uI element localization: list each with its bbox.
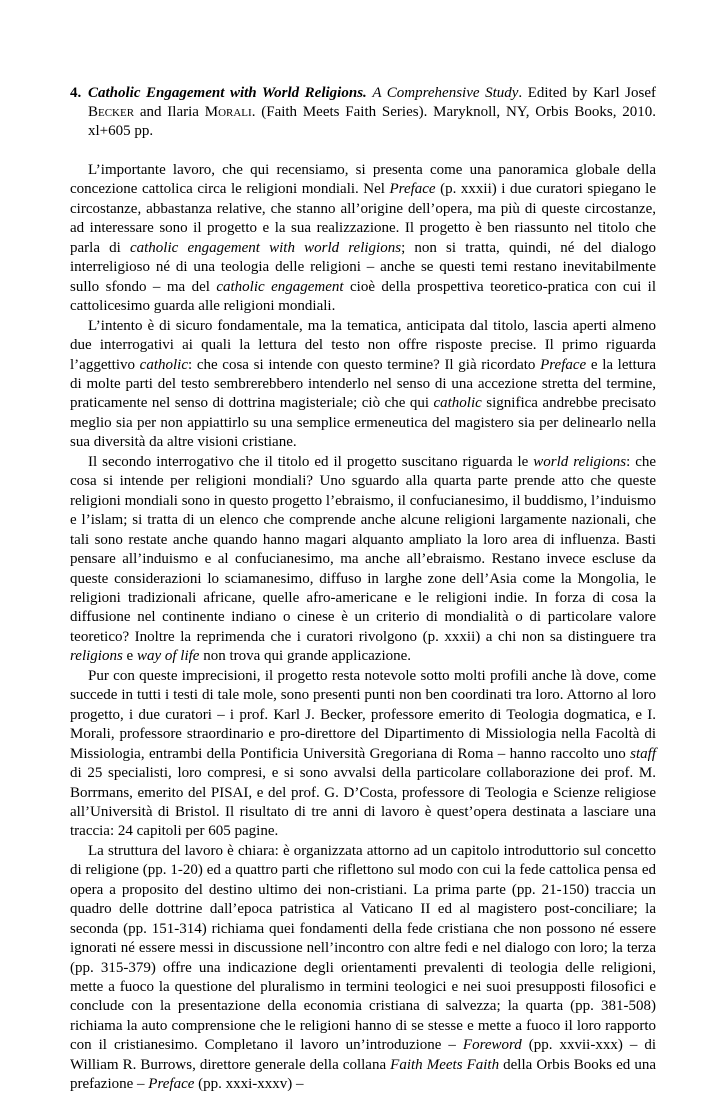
publication-info: . (Faith Meets Faith Series). Maryknoll, NY, Orbis Books, 2010. xl+605 pp. bbox=[88, 104, 656, 139]
body-paragraph bbox=[70, 667, 656, 842]
editor-surname-morali: Morali bbox=[204, 104, 252, 120]
text-run: e la lettura di molte parti del testo sembrerebbero intenderlo nel senso di una accezione stretta del termine, praticamente nel senso di dottrina magisteriale; ciò che qui bbox=[70, 356, 656, 412]
text-run: Il secondo interrogativo che il titolo ed il progetto suscitano riguarda le bbox=[88, 453, 534, 470]
body-paragraph bbox=[70, 453, 656, 667]
text-run: : che cosa si intende per religioni mondiali? Uno sguardo alla quarta parte prende atto che queste religioni mondiali sono in questo progetto l’ebraismo, il confucianesimo, il buddismo, l’induismo e l’islam; si tratta di un elenco che comprende anche alcune religioni largamente nazionali, che tali sono restate anche quando hanno magari alquanto ampliato la loro area di influenza. Basti pensare all’induismo e al confucianesimo, ma anche all’ebraismo. Restano invece escluse da queste considerazioni lo sciamanesimo, diffuso in larghe zone dell’Asia come la Mongolia, le religioni tradizionali africane, quelle afro-americane e le religioni indie. In forza di cosa la diffusione nel continente indiano o cinese è un criterio di mondialità o di particolare valore teoretico? Inoltre la reprimenda che i curatori rivolgono (p. xxxii) a chi non sa distinguere tra bbox=[70, 453, 657, 645]
bibliographic-entry bbox=[70, 84, 656, 141]
italic-term: Preface bbox=[540, 356, 587, 373]
italic-term: Preface bbox=[148, 1076, 195, 1093]
italic-term: catholic engagement with world religions bbox=[129, 239, 402, 256]
and-text: and Ilaria bbox=[134, 104, 205, 120]
italic-term: catholic bbox=[139, 356, 188, 373]
text-run: della Orbis Books ed una prefazione – bbox=[70, 1056, 657, 1093]
text-run: significa andrebbe precisato meglio sia per non appiattirlo su una semplice ermeneutica del magistero sia per delinearlo nella sua diversità da altre visioni cristiane. bbox=[70, 395, 656, 451]
text-run: : che cosa si intende con questo termine? Il già ricordato bbox=[187, 356, 541, 373]
body-paragraph bbox=[70, 161, 656, 317]
entry-citation bbox=[88, 84, 656, 141]
text-run: non trova qui grande applicazione. bbox=[199, 648, 412, 665]
italic-term: way of life bbox=[136, 648, 200, 665]
text-run: (pp. xxvii-xxx) – di William R. Burrows, direttore generale della collana bbox=[70, 1037, 656, 1073]
text-run: La struttura del lavoro è chiara: è organizzata attorno ad un capitolo introduttorio sul concetto di religione (pp. 1-20) ed a quattro parti che riflettono sul modo con cui la fede cattolica pensa ed opera a proposito del destino ultimo dei non-cristiani. La prima parte (pp. 21-150) traccia un quadro delle dottrine dall’epoca patristica al Vaticano II ed al magistero post-conciliare; la seconda (pp. 151-314) richiama quei fondamenti della fede cristiana che non possono né essere ignorati né essere messi in discussione nell’incontro con altre fedi e nel dialogo con loro; la terza (pp. 315-379) offre una indicazione degli orientamenti prevalenti di teologia delle religioni, mette a fuoco la questione del pluralismo in termini teologici e nei suoi presupposti filosofici e conclude con la presentazione della economia cristiana di salvezza; la quarta (pp. 381-508) richiama la auto comprensione che le religioni hanno di se stesse e mette a fuoco il loro rapporto con il cristianesimo. Completano il lavoro un’introduzione – bbox=[70, 842, 656, 1054]
review-body bbox=[70, 161, 656, 1095]
italic-term: Preface bbox=[389, 181, 436, 198]
italic-term: Foreword bbox=[462, 1037, 522, 1054]
italic-term: world religions bbox=[533, 453, 627, 470]
text-run: L’intento è di sicuro fondamentale, ma la tematica, anticipata dal titolo, lascia aperti almeno due interrogativi ai quali la lettura del testo non offre risposte precise. Il primo riguarda l’aggettivo bbox=[70, 317, 656, 373]
text-run: ; non si tratta, quindi, né del dialogo interreligioso né di una teologia delle religioni – anche se questi temi restano inevitabilmente sullo sfondo – ma del bbox=[70, 239, 657, 295]
book-title: Catholic Engagement with World Religions. bbox=[88, 85, 367, 101]
editor-surname-becker: Becker bbox=[88, 104, 135, 120]
book-subtitle: A Comprehensive Study bbox=[372, 85, 519, 101]
text-run: e bbox=[122, 648, 137, 665]
italic-term: religions bbox=[70, 648, 123, 665]
italic-term: Faith Meets Faith bbox=[390, 1056, 500, 1073]
body-paragraph bbox=[70, 317, 656, 453]
body-paragraph bbox=[70, 842, 656, 1095]
text-run: (pp. xxxi-xxxv) – bbox=[194, 1076, 304, 1093]
entry-number: 4. bbox=[70, 85, 82, 101]
italic-term: catholic bbox=[433, 395, 482, 412]
text-run: Pur con queste imprecisioni, il progetto resta notevole sotto molti profili anche là dove, come succede in tutti i testi di tale mole, sono presenti punti non ben coordinati tra loro. Attorno al loro progetto, i due curatori – i prof. Karl J. Becker, professore emerito di Teologia dogmatica, e I. Morali, professore straordinario e pro-direttore del Dipartimento di Missiologia nella Facoltà di Missiologia, entrambi della Pontificia Università Gregoriana di Roma – hanno raccolto uno bbox=[70, 667, 656, 762]
italic-term: staff bbox=[630, 745, 656, 762]
text-run: L’importante lavoro, che qui recensiamo, si presenta come una panoramica globale della concezione cattolica circa le religioni mondiali. Nel bbox=[70, 162, 656, 198]
edited-by-text: . Edited by Karl Josef bbox=[518, 85, 657, 101]
italic-term: catholic engagement bbox=[216, 278, 344, 295]
text-run: (p. xxxii) i due curatori spiegano le circostanze, abbastanza relative, che stanno all’origine dell’opera, ma più di queste circostanze, ad interessare sono il progetto e la sua realizzazione. Il progetto è ben riassunto nel titolo che parla di bbox=[70, 181, 656, 256]
review-page bbox=[70, 84, 656, 1095]
text-run: cioè della prospettiva teoretico-pratica con cui il cattolicesimo guarda alle religioni mondiali. bbox=[70, 278, 657, 315]
text-run: di 25 specialisti, loro compresi, e si sono avvalsi della particolare collaborazione dei prof. M. Borrmans, emerito del PISAI, e del prof. G. D’Costa, professore di Teologia e Scienze religiose all’Università di Bristol. Il risultato di tre anni di lavoro è quest’opera destinata a lasciare una traccia: 24 capitoli per 605 pagine. bbox=[70, 765, 656, 840]
